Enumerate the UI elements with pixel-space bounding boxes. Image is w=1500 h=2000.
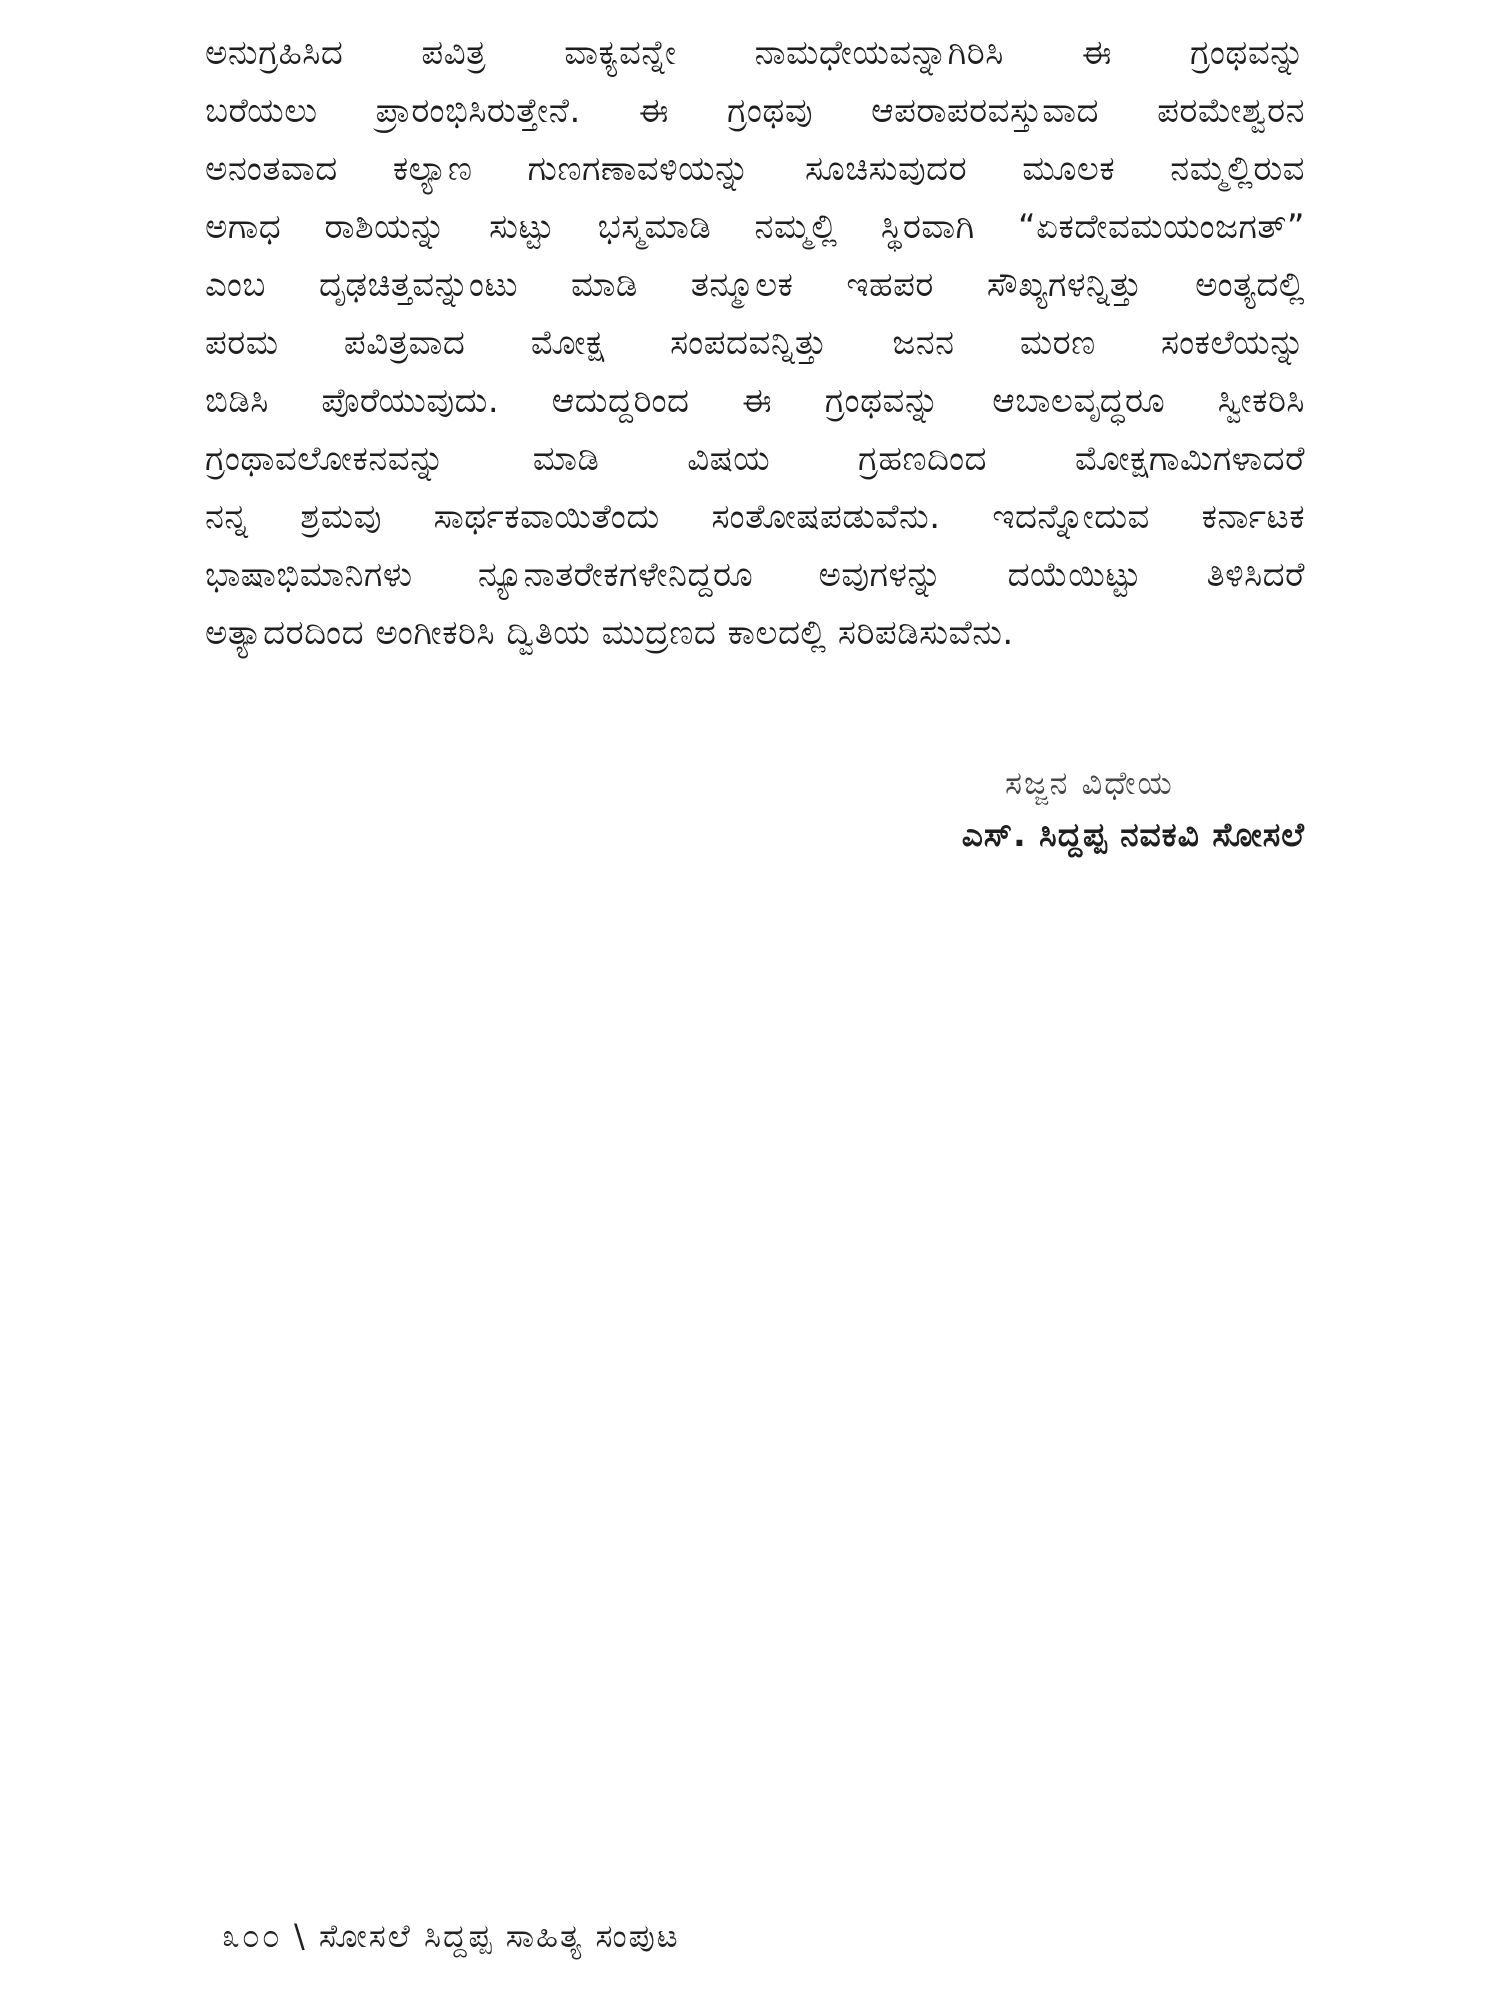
paragraph-line: ಬರೆಯಲು ಪ್ರಾರಂಭಿಸಿರುತ್ತೇನೆ. ಈ ಗ್ರಂಥವು ಆಪರಾಪರವಸ್ತುವಾದ ಪರಮೇಶ್ವರನ [205,91,1305,131]
page-number: ೩೦೦ [222,1917,282,1955]
paragraph-line: ಅತ್ಯಾದರದಿಂದ ಅಂಗೀಕರಿಸಿ ದ್ವಿತಿಯ ಮುದ್ರಣದ ಕಾಲದಲ್ಲಿ ಸರಿಪಡಿಸುವೆನು. [205,613,1014,653]
paragraph-line: ಪರಮ ಪವಿತ್ರವಾದ ಮೋಕ್ಷ ಸಂಪದವನ್ನಿತ್ತು ಜನನ ಮರಣ ಸಂಕಲೆಯನ್ನು [205,323,1305,363]
salutation: ಸಜ್ಜನ ವಿಧೇಯ [1005,764,1174,802]
paragraph-line: ಅನುಗ್ರಹಿಸಿದ ಪವಿತ್ರ ವಾಕ್ಯವನ್ನೇ ನಾಮಧೇಯವನ್ನಾಗಿರಿಸಿ ಈ ಗ್ರಂಥವನ್ನು [205,33,1305,73]
paragraph-line: ಗ್ರಂಥಾವಲೋಕನವನ್ನು ಮಾಡಿ ವಿಷಯ ಗ್ರಹಣದಿಂದ ಮೋಕ್ಷಗಾಮಿಗಳಾದರೆ [205,439,1305,479]
paragraph-line: ಅನಂತವಾದ ಕಲ್ಯಾಣ ಗುಣಗಣಾವಳಿಯನ್ನು ಸೂಚಿಸುವುದರ ಮೂಲಕ ನಮ್ಮಲ್ಲಿರುವ [205,149,1305,189]
paragraph-line: ಭಾಷಾಭಿಮಾನಿಗಳು ನ್ಯೂನಾತರೇಕಗಳೇನಿದ್ದರೂ ಅವುಗಳನ್ನು ದಯೆಯಿಟ್ಟು ತಿಳಿಸಿದರೆ [205,555,1305,595]
signature-block [820,758,1305,862]
paragraph-line: ನನ್ನ ಶ್ರಮವು ಸಾರ್ಥಕವಾಯಿತೆಂದು ಸಂತೋಷಪಡುವೆನು. ಇದನ್ನೋದುವ ಕರ್ನಾಟಕ [205,497,1305,537]
paragraph-line: ಬಿಡಿಸಿ ಪೊರೆಯುವುದು. ಆದುದ್ದರಿಂದ ಈ ಗ್ರಂಥವನ್ನು ಆಬಾಲವೃದ್ಧರೂ ಸ್ವೀಕರಿಸಿ [205,381,1305,421]
paragraph-line: ಅಗಾಧ ರಾಶಿಯನ್ನು ಸುಟ್ಟು ಭಸ್ಮಮಾಡಿ ನಮ್ಮಲ್ಲಿ ಸ್ಥಿರವಾಗಿ “ಏಕದೇವಮಯಂಜಗತ್” [205,207,1305,247]
author-name: ಎಸ್. ಸಿದ್ದಪ್ಪ ನವಕವಿ ಸೋಸಲೆ [961,815,1305,854]
preface-paragraph [205,24,1305,662]
book-title: ಸೋಸಲೆ ಸಿದ್ದಪ್ಪ ಸಾಹಿತ್ಯ ಸಂಪುಟ [318,1917,680,1955]
page-footer [222,1913,680,1959]
paragraph-line: ಎಂಬ ದೃಢಚಿತ್ತವನ್ನುಂಟು ಮಾಡಿ ತನ್ಮೂಲಕ ಇಹಪರ ಸೌಖ್ಯಗಳನ್ನಿತ್ತು ಅಂತ್ಯದಲ್ಲಿ [205,265,1305,305]
footer-separator: \ [293,1917,307,1955]
